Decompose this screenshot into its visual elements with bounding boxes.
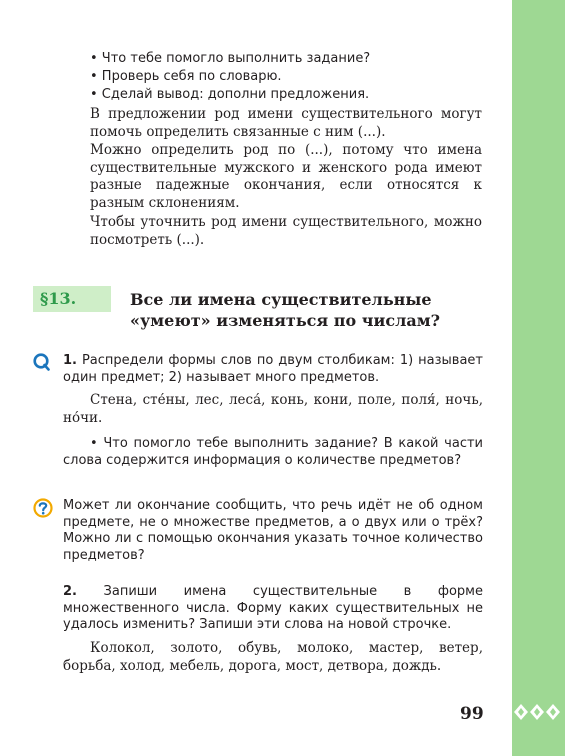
question-mark-icon [33, 498, 53, 518]
bullet-what-helped: • Что тебе помогло выполнить задание? [90, 51, 371, 66]
task-1-text: Распредели формы слов по двум столбикам: 1) называет один предмет; 2) называет много предметов. [63, 353, 483, 385]
page-side-strip [512, 0, 565, 756]
task-2-number: 2. [63, 584, 77, 599]
bullet-check-dictionary: • Проверь себя по словарю. [90, 69, 282, 84]
problem-question: Может ли окончание сообщить, что речь идёт не об одном предмете, не о множестве предметов, а о двух или о трёх? Можно ли с помощью окончания указать точное количество предметов? [63, 498, 483, 563]
task-1-words: Стена, сте́ны, лес, леса́, конь, кони, поле, поля́, ночь, но́чи. [63, 392, 483, 426]
magnifier-q-icon [33, 352, 51, 372]
paragraph-gender-ending: Можно определить род по (...), потому что имена существительные мужского и женского рода имеют разные падежные окончания, если относятся к разным склонениям. [90, 142, 482, 211]
task-2-instruction [63, 584, 483, 634]
task-1-instruction [63, 353, 483, 386]
diamond-row-icon [512, 698, 565, 726]
section-number: §13. [40, 289, 77, 308]
page-number: 99 [460, 704, 484, 724]
task-1-number: 1. [63, 353, 77, 368]
paragraph-gender-context: В предложении род имени существительного могут помочь определить связанные с ним (...). [90, 106, 482, 140]
task-2-words: Колокол, золото, обувь, молоко, мастер, ветер, борьба, холод, мебель, дорога, мост, детвора, дождь. [63, 640, 483, 674]
section-title: Все ли имена существительные «умеют» изменяться по числам? [130, 290, 440, 330]
task-1-question: • Что помогло тебе выполнить задание? В какой части слова содержится информация о количестве предметов? [63, 436, 483, 468]
paragraph-gender-check: Чтобы уточнить род имени существительного, можно посмотреть (...). [90, 214, 482, 248]
bullet-conclusion: • Сделай вывод: дополни предложения. [90, 87, 370, 102]
task-2-text: Запиши имена существительные в форме множественного числа. Форму каких существительных не удалось изменить? Запиши эти слова на новой строчке. [63, 584, 483, 632]
